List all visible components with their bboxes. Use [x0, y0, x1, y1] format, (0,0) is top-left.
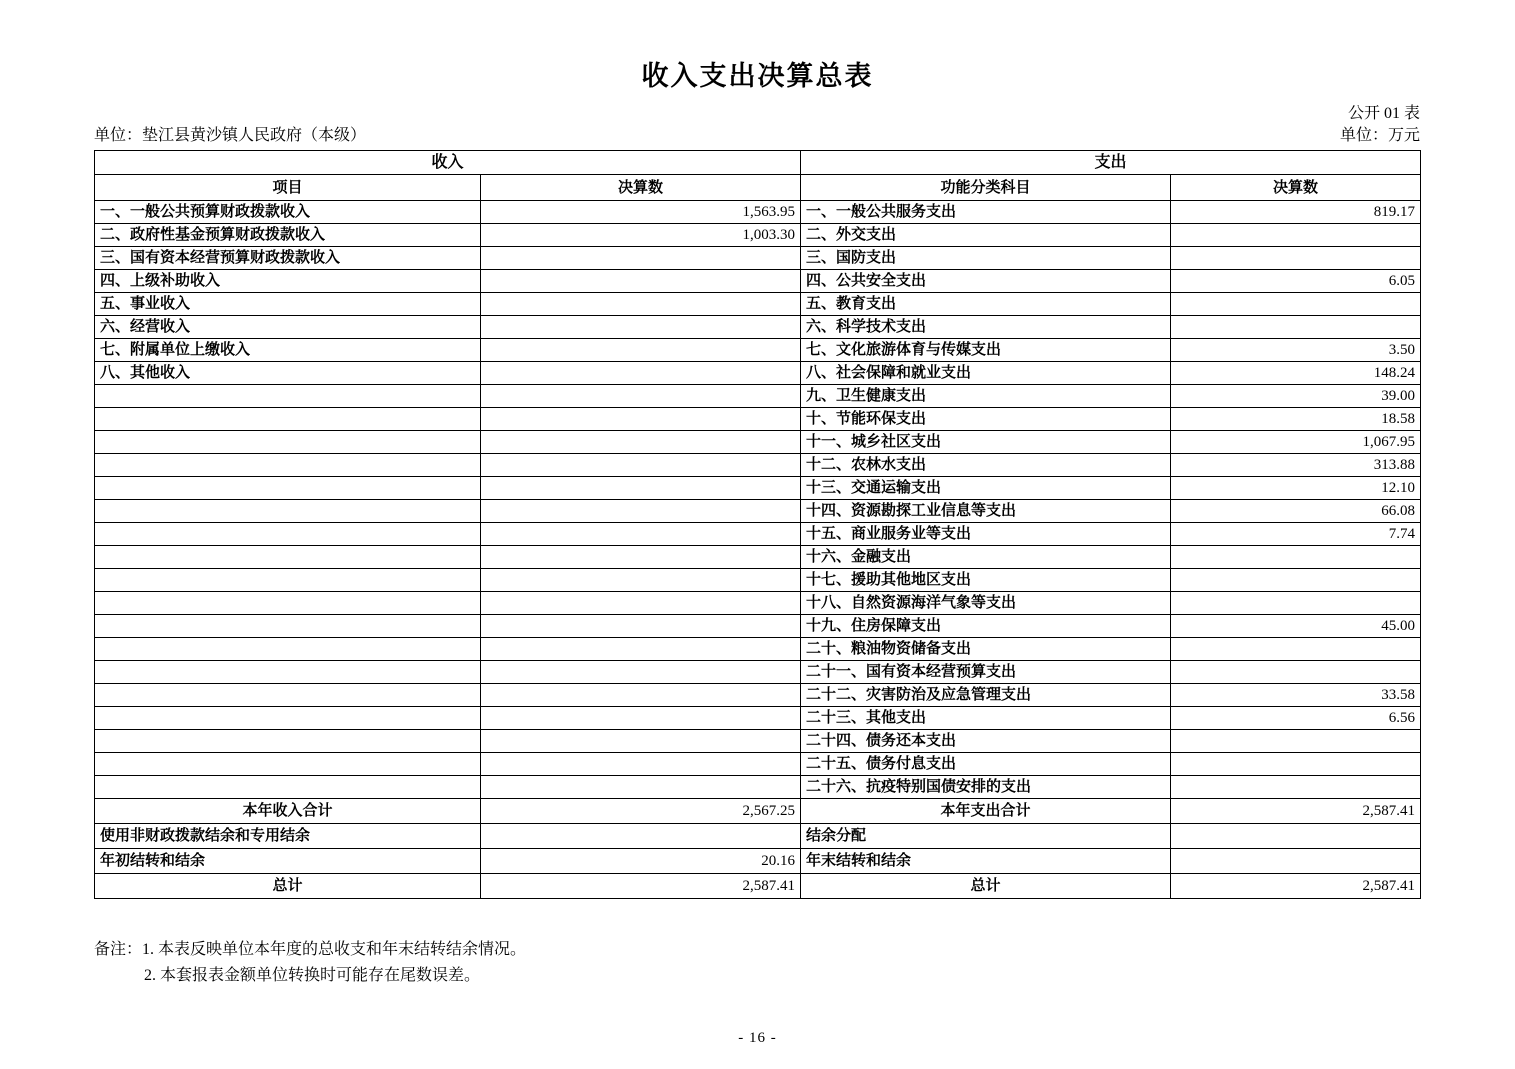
income-summary-amount: 2,587.41 — [481, 874, 801, 899]
page-title: 收入支出决算总表 — [641, 61, 874, 91]
income-item-cell — [95, 500, 481, 523]
expense-item-cell: 十八、自然资源海洋气象等支出 — [801, 592, 1171, 615]
income-amount-cell — [481, 776, 801, 799]
income-item-cell: 七、附属单位上缴收入 — [95, 339, 481, 362]
income-item-cell: 八、其他收入 — [95, 362, 481, 385]
table-row — [95, 523, 1421, 546]
col-header-income-amount: 决算数 — [481, 175, 801, 201]
expense-item-cell: 二、外交支出 — [801, 224, 1171, 247]
expense-amount-cell — [1171, 569, 1421, 592]
expense-item-cell: 二十五、债务付息支出 — [801, 753, 1171, 776]
expense-amount-cell: 33.58 — [1171, 684, 1421, 707]
notes-label: 备注： — [94, 941, 143, 958]
expense-item-cell: 二十六、抗疫特别国债安排的支出 — [801, 776, 1171, 799]
expense-item-cell: 三、国防支出 — [801, 247, 1171, 270]
income-item-cell — [95, 707, 481, 730]
table-row — [95, 546, 1421, 569]
expense-amount-cell: 6.56 — [1171, 707, 1421, 730]
expense-item-cell: 二十三、其他支出 — [801, 707, 1171, 730]
table-row — [95, 477, 1421, 500]
org-unit-label: 单位：垫江县黄沙镇人民政府（本级） — [94, 127, 367, 144]
expense-item-cell: 六、科学技术支出 — [801, 316, 1171, 339]
income-amount-cell — [481, 500, 801, 523]
expense-amount-cell: 12.10 — [1171, 477, 1421, 500]
expense-item-cell: 十九、住房保障支出 — [801, 615, 1171, 638]
income-item-cell — [95, 753, 481, 776]
expense-amount-cell — [1171, 316, 1421, 339]
table-row — [95, 339, 1421, 362]
table-row — [95, 362, 1421, 385]
table-row — [95, 247, 1421, 270]
income-item-cell — [95, 408, 481, 431]
expense-amount-cell — [1171, 546, 1421, 569]
expense-amount-cell: 148.24 — [1171, 362, 1421, 385]
income-item-cell — [95, 776, 481, 799]
income-amount-cell: 1,003.30 — [481, 224, 801, 247]
income-amount-cell — [481, 684, 801, 707]
expense-amount-cell — [1171, 753, 1421, 776]
meta-row — [94, 125, 1420, 146]
income-amount-cell — [481, 638, 801, 661]
table-row — [95, 730, 1421, 753]
summary-row — [95, 874, 1421, 899]
expense-amount-cell: 18.58 — [1171, 408, 1421, 431]
income-amount-cell — [481, 408, 801, 431]
table-body — [95, 201, 1421, 899]
income-item-cell — [95, 385, 481, 408]
expense-item-cell: 七、文化旅游体育与传媒支出 — [801, 339, 1171, 362]
note-text-1: 1. 本表反映单位本年度的总收支和年末结转结余情况。 — [142, 941, 527, 958]
income-amount-cell — [481, 477, 801, 500]
income-amount-cell — [481, 293, 801, 316]
expense-amount-cell — [1171, 293, 1421, 316]
notes — [94, 937, 1420, 989]
table-row — [95, 569, 1421, 592]
table-row — [95, 431, 1421, 454]
expense-item-cell: 四、公共安全支出 — [801, 270, 1171, 293]
expense-summary-label: 年末结转和结余 — [801, 849, 1171, 874]
expense-item-cell: 八、社会保障和就业支出 — [801, 362, 1171, 385]
expense-amount-cell — [1171, 247, 1421, 270]
page-number: - 16 - — [738, 1030, 777, 1046]
summary-row — [95, 849, 1421, 874]
col-header-income-item: 项目 — [95, 175, 481, 201]
income-item-cell: 五、事业收入 — [95, 293, 481, 316]
expense-amount-cell — [1171, 224, 1421, 247]
table-row — [95, 592, 1421, 615]
income-amount-cell — [481, 615, 801, 638]
expense-amount-cell: 313.88 — [1171, 454, 1421, 477]
expense-amount-cell: 45.00 — [1171, 615, 1421, 638]
table-row — [95, 661, 1421, 684]
income-section-header: 收入 — [95, 151, 801, 175]
expense-item-cell: 二十四、债务还本支出 — [801, 730, 1171, 753]
expense-amount-cell: 1,067.95 — [1171, 431, 1421, 454]
income-item-cell — [95, 546, 481, 569]
income-item-cell: 二、政府性基金预算财政拨款收入 — [95, 224, 481, 247]
income-item-cell: 四、上级补助收入 — [95, 270, 481, 293]
expense-amount-cell — [1171, 776, 1421, 799]
income-item-cell: 三、国有资本经营预算财政拨款收入 — [95, 247, 481, 270]
summary-table — [94, 150, 1421, 899]
summary-row — [95, 824, 1421, 849]
expense-item-cell: 十二、农林水支出 — [801, 454, 1171, 477]
income-summary-amount — [481, 824, 801, 849]
note-text-2: 2. 本套报表金额单位转换时可能存在尾数误差。 — [144, 967, 481, 984]
col-header-expense-amount: 决算数 — [1171, 175, 1421, 201]
expense-item-cell: 二十、粮油物资储备支出 — [801, 638, 1171, 661]
expense-summary-amount: 2,587.41 — [1171, 874, 1421, 899]
income-item-cell: 六、经营收入 — [95, 316, 481, 339]
table-row — [95, 201, 1421, 224]
income-amount-cell — [481, 592, 801, 615]
expense-summary-label: 结余分配 — [801, 824, 1171, 849]
table-row — [95, 316, 1421, 339]
expense-item-cell: 十一、城乡社区支出 — [801, 431, 1171, 454]
expense-item-cell: 十三、交通运输支出 — [801, 477, 1171, 500]
income-summary-label: 本年收入合计 — [95, 799, 481, 824]
table-row — [95, 776, 1421, 799]
income-amount-cell — [481, 247, 801, 270]
expense-item-cell: 一、一般公共服务支出 — [801, 201, 1171, 224]
income-amount-cell — [481, 316, 801, 339]
table-row — [95, 684, 1421, 707]
income-amount-cell: 1,563.95 — [481, 201, 801, 224]
income-item-cell — [95, 523, 481, 546]
expense-item-cell: 五、教育支出 — [801, 293, 1171, 316]
income-item-cell — [95, 569, 481, 592]
table-row — [95, 615, 1421, 638]
column-header-row — [95, 175, 1421, 201]
expense-summary-label: 本年支出合计 — [801, 799, 1171, 824]
expense-item-cell: 二十二、灾害防治及应急管理支出 — [801, 684, 1171, 707]
income-amount-cell — [481, 339, 801, 362]
income-summary-label: 年初结转和结余 — [95, 849, 481, 874]
income-summary-amount: 2,567.25 — [481, 799, 801, 824]
expense-amount-cell: 7.74 — [1171, 523, 1421, 546]
expense-summary-amount — [1171, 849, 1421, 874]
table-code: 公开 01 表 — [1347, 105, 1420, 122]
income-amount-cell — [481, 730, 801, 753]
table-row — [95, 500, 1421, 523]
note-line — [94, 937, 1420, 963]
income-amount-cell — [481, 454, 801, 477]
income-item-cell — [95, 454, 481, 477]
table-row — [95, 454, 1421, 477]
table-row — [95, 224, 1421, 247]
summary-row — [95, 799, 1421, 824]
income-item-cell — [95, 431, 481, 454]
expense-item-cell: 十、节能环保支出 — [801, 408, 1171, 431]
table-row — [95, 707, 1421, 730]
table-row — [95, 638, 1421, 661]
table-row — [95, 270, 1421, 293]
expense-amount-cell: 66.08 — [1171, 500, 1421, 523]
income-amount-cell — [481, 753, 801, 776]
expense-section-header: 支出 — [801, 151, 1421, 175]
document-content — [94, 103, 1420, 989]
expense-item-cell: 十五、商业服务业等支出 — [801, 523, 1171, 546]
income-item-cell — [95, 477, 481, 500]
expense-item-cell: 十六、金融支出 — [801, 546, 1171, 569]
table-row — [95, 293, 1421, 316]
table-row — [95, 408, 1421, 431]
income-item-cell — [95, 592, 481, 615]
expense-item-cell: 二十一、国有资本经营预算支出 — [801, 661, 1171, 684]
income-item-cell: 一、一般公共预算财政拨款收入 — [95, 201, 481, 224]
income-amount-cell — [481, 523, 801, 546]
expense-summary-label: 总计 — [801, 874, 1171, 899]
income-item-cell — [95, 615, 481, 638]
note-line — [94, 963, 1420, 989]
expense-item-cell: 十四、资源勘探工业信息等支出 — [801, 500, 1171, 523]
expense-amount-cell — [1171, 730, 1421, 753]
income-amount-cell — [481, 385, 801, 408]
table-row — [95, 753, 1421, 776]
expense-summary-amount: 2,587.41 — [1171, 799, 1421, 824]
amount-unit-label: 单位：万元 — [1339, 127, 1420, 144]
income-summary-label: 总计 — [95, 874, 481, 899]
income-summary-amount: 20.16 — [481, 849, 801, 874]
expense-amount-cell — [1171, 661, 1421, 684]
expense-item-cell: 十七、援助其他地区支出 — [801, 569, 1171, 592]
expense-item-cell: 九、卫生健康支出 — [801, 385, 1171, 408]
income-item-cell — [95, 684, 481, 707]
income-item-cell — [95, 638, 481, 661]
expense-amount-cell — [1171, 592, 1421, 615]
income-amount-cell — [481, 431, 801, 454]
col-header-expense-item: 功能分类科目 — [801, 175, 1171, 201]
table-row — [95, 385, 1421, 408]
expense-amount-cell — [1171, 638, 1421, 661]
income-amount-cell — [481, 362, 801, 385]
section-header-row — [95, 151, 1421, 175]
expense-summary-amount — [1171, 824, 1421, 849]
expense-amount-cell: 39.00 — [1171, 385, 1421, 408]
income-amount-cell — [481, 569, 801, 592]
income-item-cell — [95, 730, 481, 753]
expense-amount-cell: 6.05 — [1171, 270, 1421, 293]
expense-amount-cell: 819.17 — [1171, 201, 1421, 224]
income-item-cell — [95, 661, 481, 684]
expense-amount-cell: 3.50 — [1171, 339, 1421, 362]
income-amount-cell — [481, 661, 801, 684]
income-amount-cell — [481, 546, 801, 569]
income-amount-cell — [481, 270, 801, 293]
income-amount-cell — [481, 707, 801, 730]
income-summary-label: 使用非财政拨款结余和专用结余 — [95, 824, 481, 849]
